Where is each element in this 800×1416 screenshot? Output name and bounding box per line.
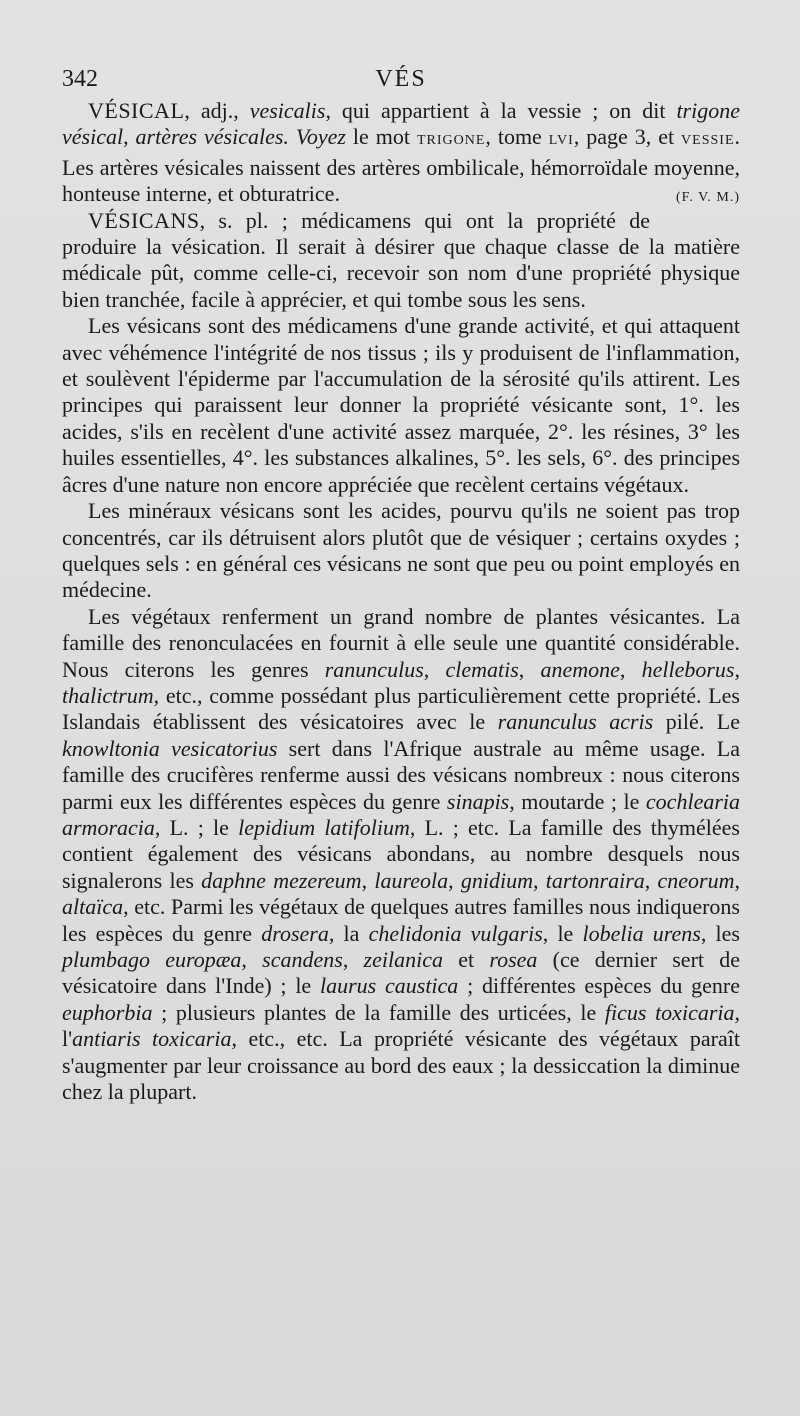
- text-run: ,: [644, 867, 658, 893]
- text-run: , l': [62, 999, 741, 1052]
- text-run: pilé. Le: [653, 709, 740, 735]
- text-run: , s. pl. ; médicamens qui ont la propriété de produire la vésication. Il serait à désirer que chaque classe de la matière médicale pût, comme celle-ci, recevoir son nom d'une propriété physique bien tranchée, facile à apprécier, et qui tombe sous les sens.: [62, 207, 740, 312]
- italic-term: scandens: [262, 947, 343, 972]
- italic-term: altaïca: [62, 894, 124, 920]
- text-run: , moutarde ; le: [509, 788, 646, 814]
- italic-term: ranunculus acris: [497, 709, 654, 735]
- italic-term: artères vésicales. Voyez: [135, 124, 346, 150]
- italic-term: gnidium: [460, 867, 533, 893]
- text-run: le mot: [345, 124, 417, 150]
- volume-number: LVI: [548, 133, 574, 149]
- italic-term: cneorum: [657, 867, 735, 893]
- entry-vesical: [62, 98, 740, 208]
- italic-term: thalictrum: [62, 682, 154, 708]
- paragraph-2: Les vésicans sont des médicamens d'une grande activité, et qui attaquent avec véhémence l'intégrité de nos tissus ; ils y produisent de l'inflammation, et soulèvent l'épiderme par l'accumulation de la sérosité qu'ils attirent. Les principes qui paraissent leur donner la propriété vésicante sont, 1°. les acides, s'ils en recèlent d'une activité assez marquée, 2°. les résines, 3° les huiles essentielles, 4°. les substances alkalines, 5°. les sels, 6°. des principes âcres d'une nature non encore appréciée que recèlent certains végétaux.: [62, 313, 740, 497]
- text-run: ,: [734, 867, 741, 893]
- italic-term: ficus toxicaria: [604, 999, 735, 1025]
- running-head: VÉS: [375, 66, 427, 92]
- text-run: , page 3, et: [573, 124, 682, 150]
- text-run: , L. ; le: [154, 814, 239, 840]
- text-run: , L. ; etc. La famille des thymélées contient également des vésicans abondans, au nombre desquels nous signalerons les: [62, 814, 740, 893]
- text-run: sert dans l'Afrique australe au même usage. La famille des crucifères renferme aussi des vésicans nombreux : nous citerons parmi eux les différentes espèces du genre: [62, 735, 740, 814]
- headword-vesical: VÉSICAL: [88, 98, 185, 123]
- italic-term: anemone: [540, 656, 620, 682]
- page-number: 342: [62, 66, 98, 92]
- text-run: ,: [361, 867, 375, 893]
- text-run: . Les artères vésicales naissent des artères ombilicale, hémorroïdale moyenne, honteuse interne, et obturatrice.: [62, 124, 740, 207]
- italic-term: chelidonia vulgaris: [368, 920, 543, 946]
- text-run: , le: [542, 920, 583, 946]
- italic-term: laureola: [374, 867, 449, 893]
- text-run: , qui appartient à la vessie ; on dit: [325, 98, 677, 123]
- italic-term: tartonraira: [545, 867, 645, 893]
- text-run: , tome: [485, 124, 549, 150]
- italic-term: lepidium latifolium: [238, 814, 410, 840]
- text-run: ,: [518, 656, 541, 682]
- text-run: ,: [619, 656, 642, 682]
- italic-term: lobelia urens: [582, 920, 701, 946]
- italic-term: trigone vésical: [62, 98, 740, 150]
- text-run: ,: [423, 656, 446, 682]
- italic-term: zeilanica: [363, 947, 443, 972]
- text-run: ; plusieurs plantes de la famille des urticées, le: [152, 999, 605, 1025]
- text-run: , adj.,: [184, 98, 250, 123]
- italic-term: cochlearia armoracia: [62, 788, 741, 840]
- italic-term: rosea: [489, 947, 538, 972]
- entry-vesicans: [62, 208, 740, 314]
- paragraph-4: [62, 604, 740, 1106]
- italic-term: helleborus: [641, 656, 735, 682]
- text-run: Les végétaux renferment un grand nombre de plantes vésicantes. La famille des renonculacées en fournit à elle seule une quantité considérable. Nous citerons les genres: [62, 603, 740, 682]
- latin-term: vesicalis: [249, 98, 326, 123]
- italic-term: euphorbia: [62, 999, 153, 1025]
- paragraph-3: Les minéraux vésicans sont les acides, pourvu qu'ils ne soient pas trop concentrés, car ils détruisent alors plutôt que de vésiquer ; certains oxydes ; quelques sels : en général ces vésicans ne sont que peu ou point employés en médecine.: [62, 498, 740, 603]
- text-run: , la: [328, 920, 369, 946]
- italic-term: drosera: [261, 920, 329, 946]
- italic-term: laurus caustica: [319, 973, 459, 999]
- text-run: , etc., etc. La propriété vésicante des végétaux paraît s'augmenter par leur croissance au bord des eaux ; la dessiccation la diminue chez la plupart.: [62, 1026, 740, 1105]
- text-run: , etc., comme possédant plus particulièrement cette propriété. Les Islandais établissent des vésicatoires avec le: [62, 682, 740, 735]
- headword-vesicans: VÉSICANS: [88, 207, 200, 233]
- italic-term: antiaris toxicaria: [72, 1026, 232, 1052]
- italic-term: knowltonia vesicatorius: [62, 735, 278, 761]
- text-run: ,: [241, 947, 263, 972]
- text-run: et: [442, 947, 490, 972]
- text-run: ,: [342, 947, 364, 972]
- text-run: ,: [734, 656, 740, 682]
- text-run: ,: [532, 867, 546, 893]
- text-run: ,: [123, 124, 136, 150]
- cross-reference: TRIGONE: [416, 133, 486, 149]
- text-run: , les: [700, 920, 740, 946]
- body-text: [62, 98, 740, 1105]
- cross-reference: VESSIE: [681, 133, 735, 149]
- italic-term: daphne mezereum: [201, 867, 362, 893]
- author-signature: (F. V. M.): [676, 190, 740, 206]
- italic-term: plumbago europæa: [62, 947, 242, 972]
- text-run: (ce dernier sert de vésicatoire dans l'Inde) ; le: [62, 947, 741, 999]
- italic-term: ranunculus: [324, 656, 424, 682]
- italic-term: clematis: [445, 656, 519, 682]
- page-header: [62, 66, 740, 100]
- text-run: ; différentes espèces du genre: [458, 973, 741, 999]
- text-run: ,: [448, 867, 461, 893]
- text-run: , etc. Parmi les végétaux de quelques autres familles nous indiquerons les espèces du genre: [62, 894, 740, 946]
- italic-term: sinapis: [446, 788, 510, 814]
